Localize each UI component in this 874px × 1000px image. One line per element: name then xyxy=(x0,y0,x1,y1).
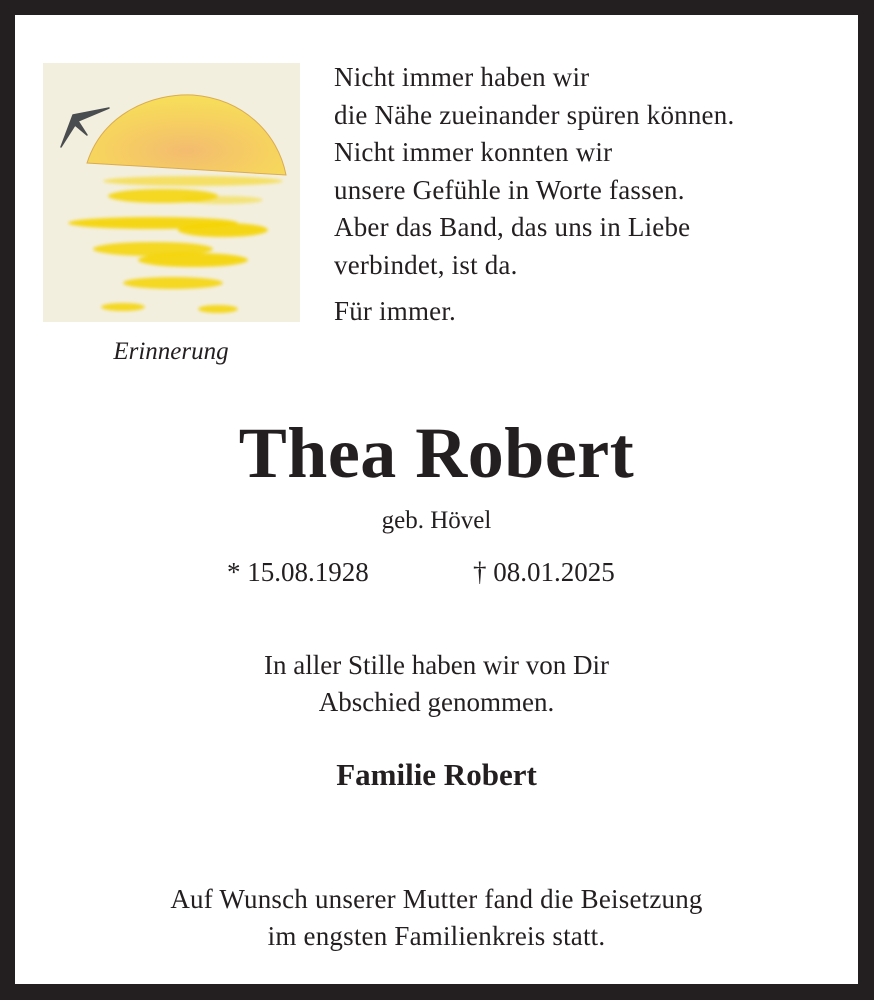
birth-date: * 15.08.1928 xyxy=(227,557,369,587)
poem-line: die Nähe zueinander spüren können. xyxy=(334,99,735,130)
poem-line: unsere Gefühle in Worte fassen. xyxy=(334,174,685,205)
farewell-line: In aller Stille haben wir von Dir xyxy=(264,650,609,680)
farewell-line: Abschied genommen. xyxy=(318,686,555,717)
death-date: † 08.01.2025 xyxy=(473,557,615,587)
sunset-with-swallow-illustration xyxy=(43,63,300,322)
family-signature: Familie Robert xyxy=(336,757,537,792)
notice-line: Auf Wunsch unserer Mutter fand die Beisetzung xyxy=(170,884,703,914)
poem-line: Aber das Band, das uns in Liebe xyxy=(334,212,691,243)
poem xyxy=(334,59,734,330)
artwork-caption: Erinnerung xyxy=(113,338,229,365)
obituary-card xyxy=(15,15,858,984)
farewell-text xyxy=(15,647,858,720)
poem-line: Nicht immer haben wir xyxy=(334,62,590,92)
poem-line: Nicht immer konnten wir xyxy=(334,137,613,168)
poem-line: verbindet, ist da. xyxy=(334,249,518,280)
notice-line: im engsten Familienkreis statt. xyxy=(267,921,606,951)
life-dates xyxy=(15,555,858,589)
maiden-name: geb. Hövel xyxy=(381,507,492,534)
sunset-artwork xyxy=(43,63,300,322)
deceased-name: Thea Robert xyxy=(238,413,635,493)
poem-closing: Für immer. xyxy=(334,295,456,326)
burial-notice xyxy=(15,881,858,955)
